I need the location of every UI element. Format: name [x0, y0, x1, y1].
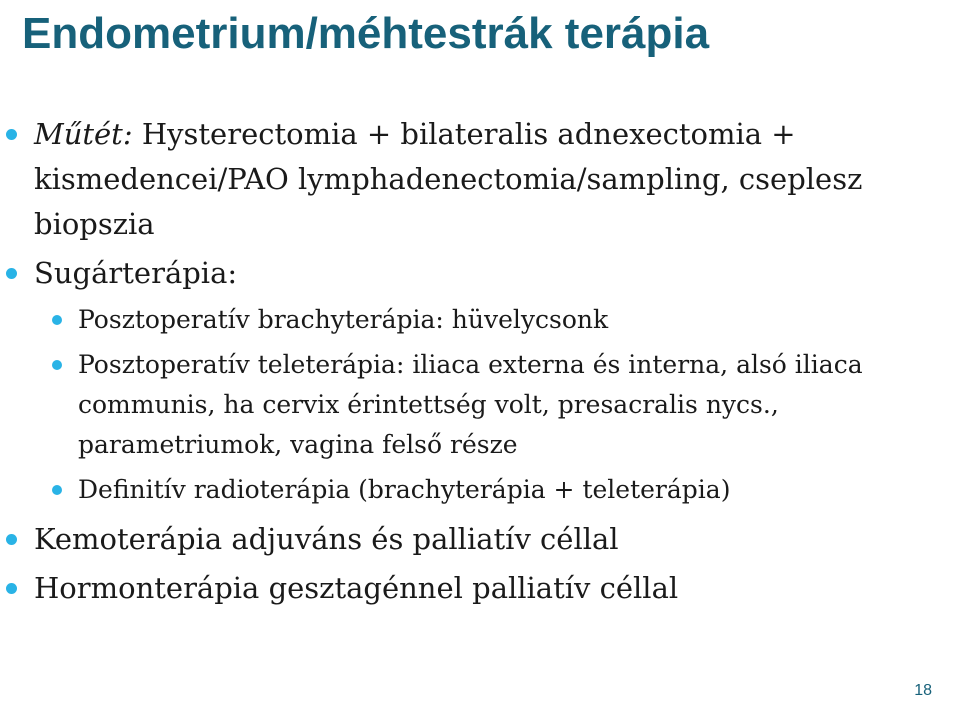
- bullet-list: [0, 112, 960, 615]
- bullet-item-surgery: [0, 112, 960, 247]
- bullet-dot-icon: [6, 534, 17, 545]
- bullet-text: Kemoterápia adjuváns és palliatív céllal: [34, 522, 619, 556]
- bullet-dot-icon: [52, 315, 62, 325]
- bullet-dot-icon: [52, 485, 62, 495]
- page-number: 18: [914, 682, 932, 699]
- bullet-item-chemotherapy: [0, 517, 960, 562]
- bullet-dot-icon: [52, 360, 62, 370]
- bullet-text: [34, 112, 960, 247]
- bullet-lead: Műtét:: [34, 117, 133, 151]
- bullet-text: Hormonterápia gesztagénnel palliatív céllal: [34, 571, 679, 605]
- sub-bullet-text: Posztoperatív brachyterápia: hüvelycsonk: [78, 305, 609, 334]
- bullet-item-hormonetherapy: [0, 566, 960, 611]
- sub-bullet-text: Definitív radioterápia (brachyterápia + teleterápia): [78, 475, 731, 504]
- sub-bullet-item: [0, 300, 960, 340]
- bullet-item-radiotherapy: [0, 251, 960, 296]
- sub-bullet-item: [0, 345, 960, 465]
- slide-title: Endometrium/méhtestrák terápia: [22, 9, 710, 58]
- sub-bullet-item: [0, 470, 960, 510]
- bullet-dot-icon: [6, 583, 17, 594]
- bullet-text: Sugárterápia:: [34, 256, 238, 290]
- bullet-dot-icon: [6, 129, 17, 140]
- sub-bullet-text: Posztoperatív teleterápia: iliaca externa és interna, alsó iliaca communis, ha cervix érintettség volt, presacralis nycs., parametriumok, vagina felső része: [78, 350, 863, 459]
- bullet-dot-icon: [6, 268, 17, 279]
- bullet-body: Hysterectomia + bilateralis adnexectomia + kismedencei/PAO lymphadenectomia/sampling, cseplesz biopszia: [34, 117, 863, 241]
